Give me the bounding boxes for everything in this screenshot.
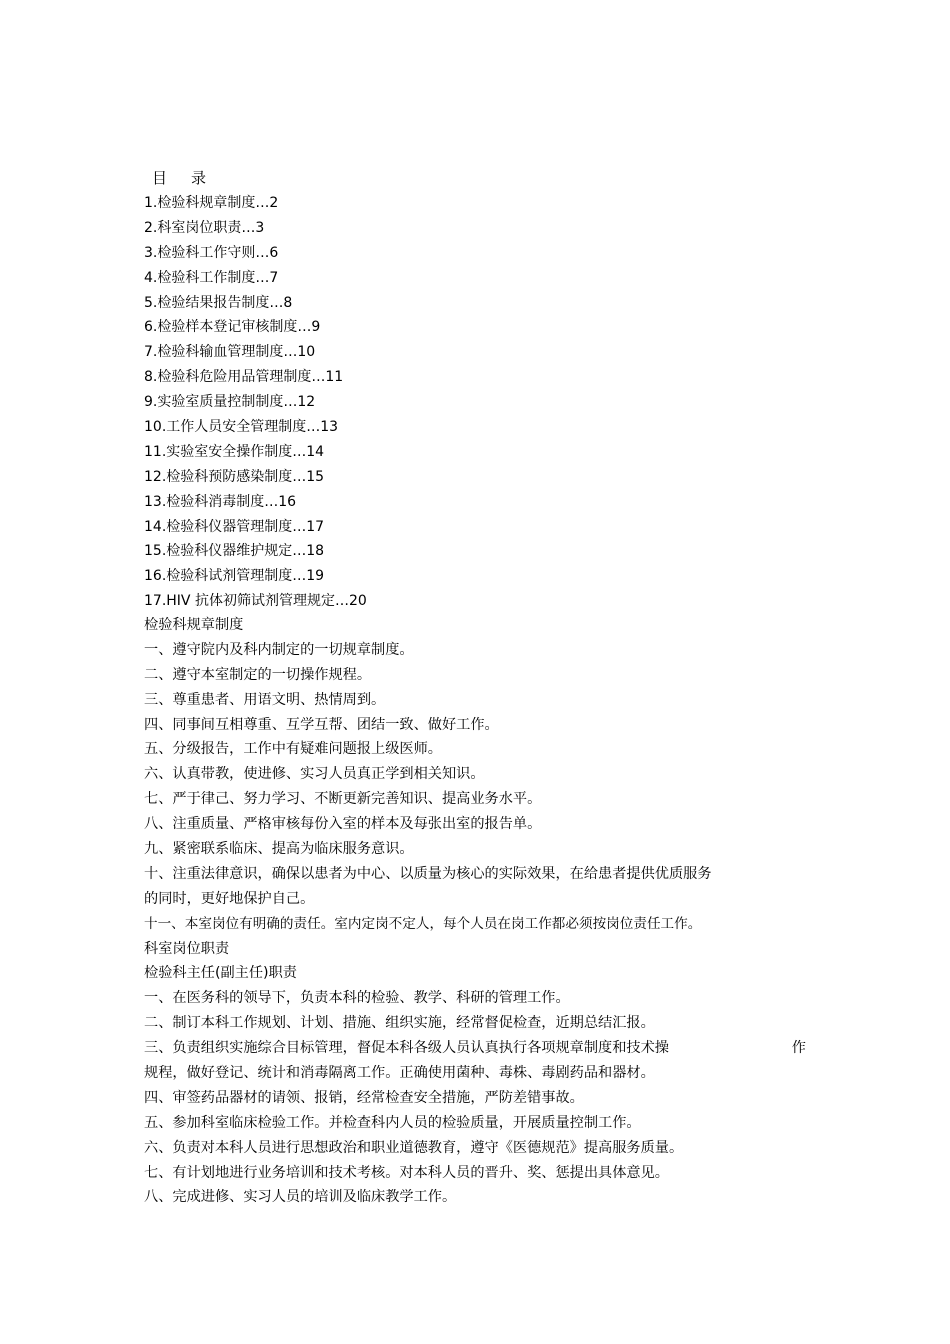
duty-item: 八、完成进修、实习人员的培训及临床教学工作。 <box>144 1189 457 1206</box>
toc-heading-left: 目 <box>152 169 168 187</box>
toc-label: 1.检验科规章制度 <box>144 195 256 211</box>
rule-item: 九、紧密联系临床、提高为临床服务意识。 <box>144 841 414 858</box>
toc-label: 4.检验科工作制度 <box>144 269 256 286</box>
section-subtitle: 检验科主任(副主任)职责 <box>144 965 297 982</box>
toc-leader: … <box>255 244 270 261</box>
toc-heading <box>152 167 206 189</box>
duty-item <box>144 1036 812 1061</box>
rule-item: 十一、本室岗位有明确的责任。室内定岗不定人，每个人员在岗工作都必须按岗位责任工作。 <box>144 915 702 932</box>
toc-page: 14 <box>306 443 325 460</box>
toc-label: 11.实验室安全操作制度 <box>144 443 293 460</box>
toc-leader: … <box>264 493 279 510</box>
toc-entry[interactable] <box>144 415 704 440</box>
toc-entry[interactable] <box>144 465 704 490</box>
toc-entry[interactable] <box>144 589 704 614</box>
toc-page: 12 <box>297 394 316 411</box>
toc-page: 2 <box>269 195 279 211</box>
duty-item-tail: 作 <box>791 1040 806 1057</box>
toc-page: 3 <box>255 219 265 236</box>
rule-item: 十、注重法律意识，确保以患者为中心、以质量为核心的实际效果，在给患者提供优质服务 <box>144 865 712 882</box>
toc-leader: … <box>311 369 326 386</box>
rule-item: 四、同事间互相尊重、互学互帮、团结一致、做好工作。 <box>144 716 499 733</box>
toc-label: 8.检验科危险用品管理制度 <box>144 369 312 386</box>
toc-leader: … <box>297 319 312 336</box>
rule-item: 三、尊重患者、用语文明、热情周到。 <box>144 691 386 708</box>
toc-leader: … <box>241 219 256 236</box>
toc-entry[interactable] <box>144 564 704 589</box>
toc-page: 17 <box>306 518 325 535</box>
section-title: 科室岗位职责 <box>144 940 230 957</box>
toc-page: 11 <box>325 369 344 386</box>
toc-entry[interactable] <box>144 191 704 216</box>
toc-entry[interactable] <box>144 241 704 266</box>
toc-entry[interactable] <box>144 291 704 316</box>
toc-page: 15 <box>306 468 325 485</box>
toc-label: 10.工作人员安全管理制度 <box>144 419 307 436</box>
toc-page: 13 <box>320 419 339 436</box>
rule-item: 七、严于律己、努力学习、不断更新完善知识、提高业务水平。 <box>144 791 542 808</box>
toc-entry[interactable] <box>144 340 704 365</box>
toc-page: 18 <box>306 543 325 560</box>
toc-heading-right: 录 <box>191 169 207 187</box>
duty-item: 一、在医务科的领导下，负责本科的检验、教学、科研的管理工作。 <box>144 990 570 1007</box>
duty-item: 二、制订本科工作规划、计划、措施、组织实施，经常督促检查，近期总结汇报。 <box>144 1015 655 1032</box>
toc-label: 5.检验结果报告制度 <box>144 294 270 311</box>
toc-page: 16 <box>278 493 297 510</box>
toc-entry[interactable] <box>144 216 704 241</box>
duty-item: 五、参加科室临床检验工作。并检查科内人员的检验质量，开展质量控制工作。 <box>144 1114 641 1131</box>
toc-leader: … <box>269 294 284 311</box>
toc-entry[interactable] <box>144 266 704 291</box>
toc-leader: … <box>292 443 307 460</box>
toc-page: 19 <box>306 568 325 585</box>
toc-label: 6.检验样本登记审核制度 <box>144 319 298 336</box>
toc-label: 7.检验科输血管理制度 <box>144 344 284 361</box>
toc-leader: … <box>283 344 298 361</box>
toc-label: 12.检验科预防感染制度 <box>144 468 293 485</box>
toc-entry[interactable] <box>144 440 704 465</box>
toc-leader: … <box>306 419 321 436</box>
rule-item: 五、分级报告，工作中有疑难问题报上级医师。 <box>144 741 442 758</box>
toc-leader: … <box>255 195 270 211</box>
toc-entry[interactable] <box>144 365 704 390</box>
rule-item: 一、遵守院内及科内制定的一切规章制度。 <box>144 641 414 658</box>
toc-leader: … <box>334 593 349 610</box>
toc-entry[interactable] <box>144 515 704 540</box>
toc-label: 13.检验科消毒制度 <box>144 493 265 510</box>
rule-item-continuation: 的同时，更好地保护自己。 <box>144 890 315 907</box>
toc-label: 9.实验室质量控制制度 <box>144 394 284 411</box>
toc-page: 10 <box>297 344 316 361</box>
toc-label: 15.检验科仪器维护规定 <box>144 543 293 560</box>
rule-item: 八、注重质量、严格审核每份入室的样本及每张出室的报告单。 <box>144 816 542 833</box>
toc-page: 6 <box>269 244 279 261</box>
toc-entry[interactable] <box>144 315 704 340</box>
toc-entry[interactable] <box>144 539 704 564</box>
toc-leader: … <box>292 468 307 485</box>
toc-leader: … <box>283 394 298 411</box>
rule-item: 二、遵守本室制定的一切操作规程。 <box>144 666 372 683</box>
toc-label: 2.科室岗位职责 <box>144 219 242 236</box>
toc-leader: … <box>292 568 307 585</box>
duty-item-text: 三、负责组织实施综合目标管理，督促本科各级人员认真执行各项规章制度和技术操 <box>144 1040 669 1057</box>
toc-label: 17.HIV 抗体初筛试剂管理规定 <box>144 593 335 610</box>
table-of-contents <box>144 191 704 614</box>
toc-entry[interactable] <box>144 390 704 415</box>
toc-page: 7 <box>269 269 279 286</box>
toc-page: 9 <box>311 319 321 336</box>
duty-item: 四、审签药品器材的请领、报销，经常检查安全措施，严防差错事故。 <box>144 1089 584 1106</box>
rule-item: 六、认真带教，使进修、实习人员真正学到相关知识。 <box>144 766 485 783</box>
duty-item-continuation: 规程，做好登记、统计和消毒隔离工作。正确使用菌种、毒株、毒剧药品和器材。 <box>144 1065 655 1082</box>
duty-item: 七、有计划地进行业务培训和技术考核。对本科人员的晋升、奖、惩提出具体意见。 <box>144 1164 669 1181</box>
duty-item: 六、负责对本科人员进行思想政治和职业道德教育，遵守《医德规范》提高服务质量。 <box>144 1139 684 1156</box>
toc-label: 3.检验科工作守则 <box>144 244 256 261</box>
toc-page: 8 <box>283 294 293 311</box>
document-body <box>144 613 812 1210</box>
toc-entry[interactable] <box>144 490 704 515</box>
toc-leader: … <box>292 543 307 560</box>
toc-label: 16.检验科试剂管理制度 <box>144 568 293 585</box>
toc-label: 14.检验科仪器管理制度 <box>144 518 293 535</box>
toc-leader: … <box>292 518 307 535</box>
toc-leader: … <box>255 269 270 286</box>
toc-page: 20 <box>348 593 367 610</box>
section-title: 检验科规章制度 <box>144 617 244 633</box>
